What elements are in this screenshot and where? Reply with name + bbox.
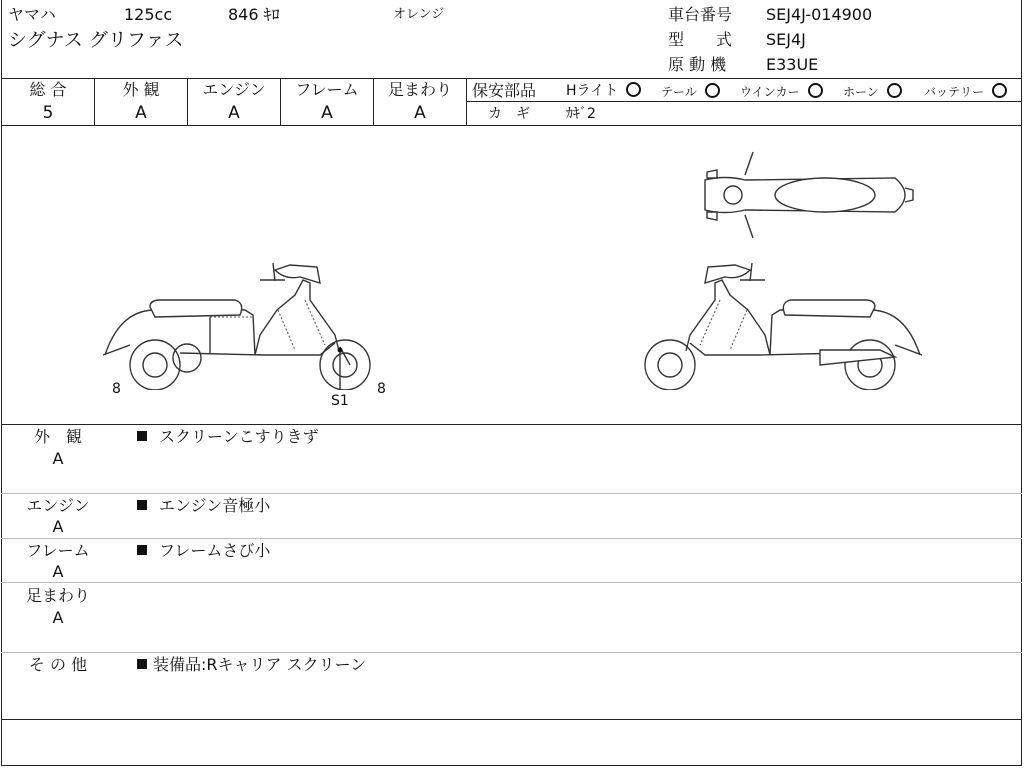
status-ok-icon [808,83,823,98]
divider [1,582,1022,583]
model-name: シグナス グリファス [8,29,184,51]
safety-item-tail: テール [661,83,720,101]
mark-front-fork: S1 [331,393,349,409]
bullet-icon [137,500,147,510]
note-label-suspension: 足まわり [25,586,90,605]
note-label-other: そ の 他 [28,655,88,674]
grade-label-engine: エンジン [202,80,266,99]
safety-item-horn: ホーン [843,83,902,101]
safety-label: 保安部品 [472,81,537,100]
type-label: 型 式 [668,30,733,49]
note-label-engine: エンジン [26,496,90,515]
grade-label-suspension: 足まわり [387,80,452,99]
grade-label-exterior: 外 観 [122,80,160,99]
maker: ヤマハ [8,5,56,24]
frame-no-label: 車台番号 [668,5,733,24]
grade-label-overall: 総 合 [29,80,67,99]
bullet-icon [137,545,147,555]
engine-label: 原 動 機 [668,55,727,74]
note-grade-exterior: A [52,449,64,468]
divider [1,538,1022,539]
divider [1,78,1022,79]
note-grade-engine: A [52,517,64,536]
status-ok-icon [705,83,720,98]
safety-item-battery: バッテリー [924,83,1007,101]
grade-value-exterior: A [135,103,147,123]
grade-label-frame: フレーム [295,80,359,99]
status-ok-icon [992,83,1007,98]
status-ok-icon [887,83,902,98]
note-grade-frame: A [52,562,64,581]
bullet-icon [137,431,147,441]
divider [1,493,1022,494]
status-ok-icon [626,82,641,97]
divider [1,424,1022,425]
key-value: ｶｷﾞ2 [566,106,596,122]
mileage: 846 ｷﾛ [228,5,280,24]
safety-item-winker: ウインカー [740,83,823,101]
grade-value-frame: A [321,103,333,123]
note-label-frame: フレーム [26,541,90,560]
note-text-frame: フレームさび小 [137,542,270,560]
grade-value-engine: A [228,103,240,123]
scooter-top-diagram [695,150,920,240]
divider [466,101,1022,102]
frame-no: SEJ4J-014900 [766,5,873,24]
scooter-left-side-diagram [95,255,395,390]
mark-front-wheel: 8 [377,381,386,397]
type-value: SEJ4J [766,30,806,49]
engine-value: E33UE [766,55,819,74]
note-label-exterior: 外 観 [33,427,82,446]
safety-item-headlight: Hライト [566,82,641,100]
bullet-icon [137,659,147,669]
note-text-other: 装備品:Rキャリア スクリーン [137,656,366,674]
note-text-engine: エンジン音極小 [137,497,270,515]
mark-rear-wheel: 8 [112,381,121,397]
grade-value-overall: 5 [42,103,54,123]
note-text-exterior: スクリーンこすりきず [137,428,319,446]
displacement: 125cc [124,5,173,24]
divider [1,652,1022,653]
note-grade-suspension: A [52,608,64,627]
divider [1,719,1022,720]
scooter-right-side-diagram [630,255,930,390]
divider [1,125,1022,126]
color: オレンジ [393,7,445,22]
grade-value-suspension: A [414,103,426,123]
key-label: カ ギ [488,106,530,122]
